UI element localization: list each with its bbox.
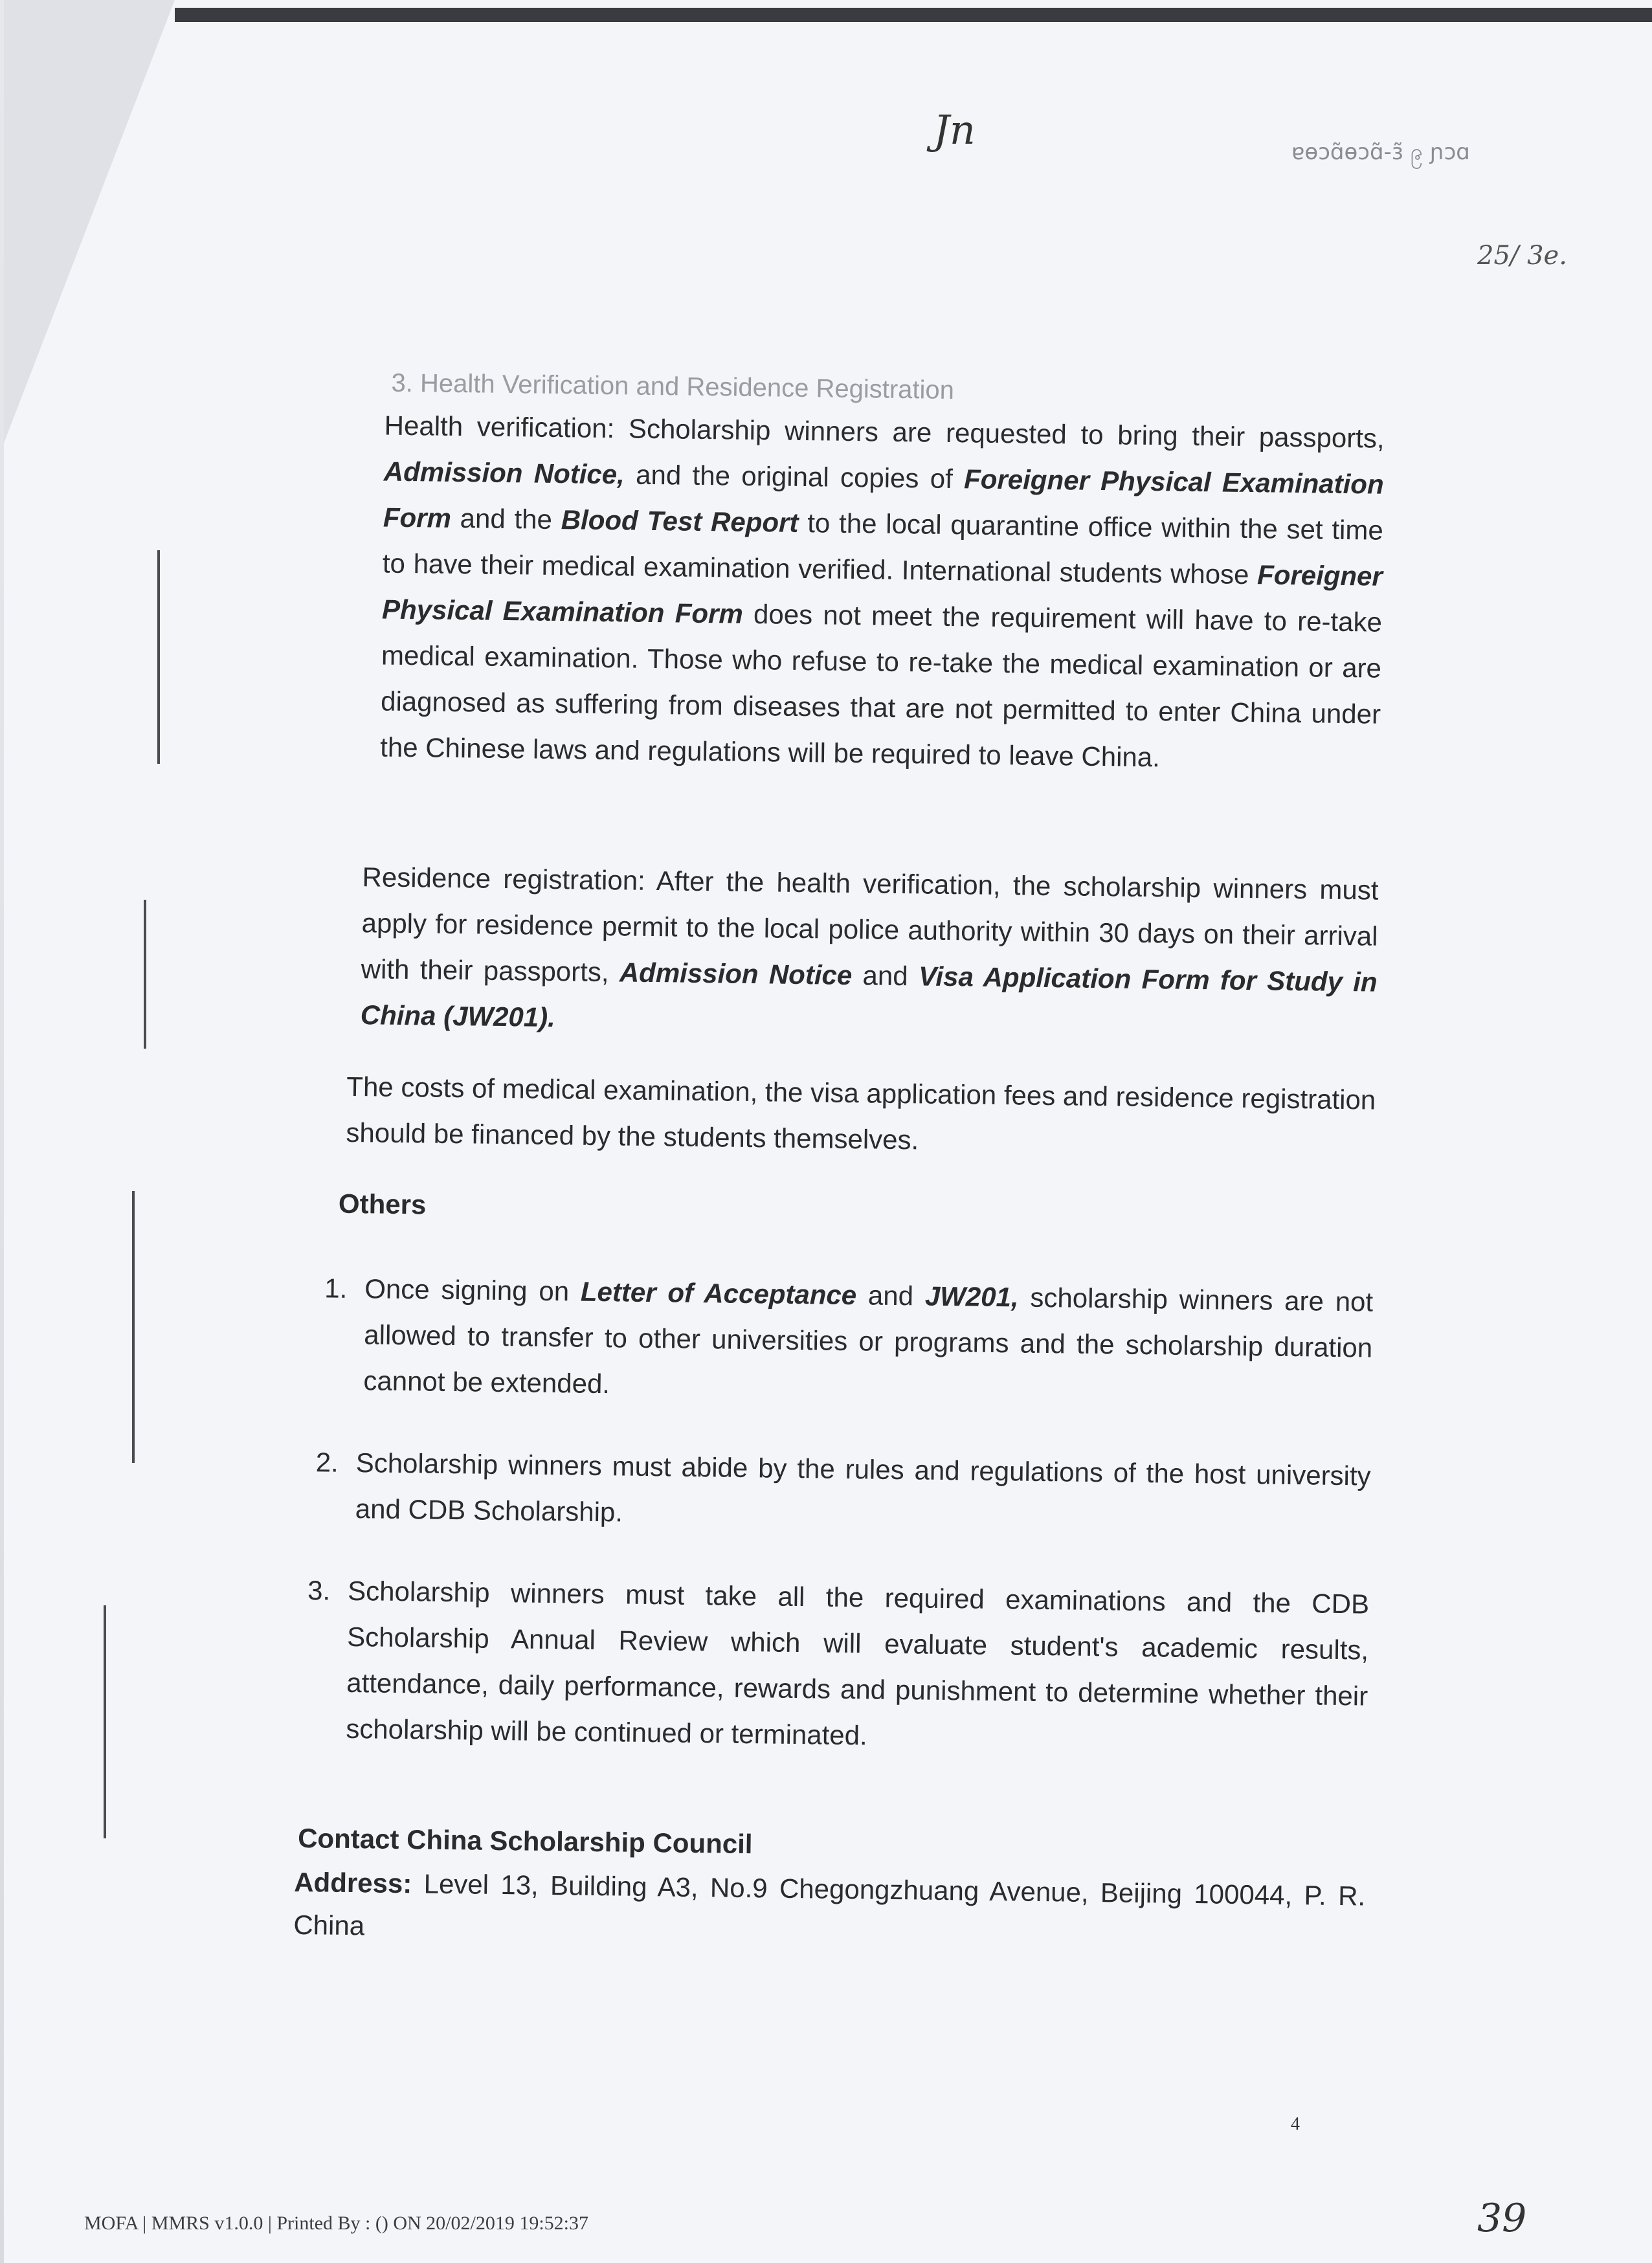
- contact-address: [293, 1861, 1366, 1961]
- handwritten-date: 25/ 3e.: [1477, 241, 1567, 271]
- list-text: Scholarship winners must take all the required examinations and the CDB Scholarship Annual Review which will evaluate student's academic results, attendance, daily performance, rewards and punishment to determine whether their scholarship will be continued or terminated.: [346, 1575, 1370, 1751]
- document-body: [290, 362, 1385, 1961]
- scan-shadow: [0, 0, 175, 453]
- text-run: scholarship winners are not allowed to transfer to other universities or programs and the scholarship duration cannot be extended.: [363, 1282, 1374, 1399]
- list-number: 1.: [324, 1273, 348, 1304]
- doc-name: Admission Notice: [619, 957, 853, 991]
- scan-margin-line: [132, 1191, 135, 1463]
- scan-fold: [0, 0, 4, 2263]
- text-run: to the local quarantine office within the set time to have their medical examination verified. International students whose: [382, 507, 1384, 590]
- others-heading: Others: [338, 1188, 427, 1220]
- page-number: 4: [1291, 2114, 1300, 2134]
- section-heading: 3. Health Verification and Residence Registration: [391, 368, 955, 405]
- scan-margin-line: [104, 1605, 106, 1838]
- doc-name: Admission Notice,: [383, 456, 625, 490]
- others-list: [307, 1265, 1374, 1765]
- text-run: Residence registration: After the health verification, the scholarship winners must apply for residence permit to the local police authority within 30 days on their arrival with their passports,: [361, 862, 1379, 988]
- address-text: Level 13, Building A3, No.9 Chegongzhuang Avenue, Beijing 100044, P. R. China: [293, 1868, 1366, 1941]
- text-run: Health verification: Scholarship winners are requested to bring their passports,: [384, 410, 1385, 454]
- list-item: [306, 1567, 1370, 1765]
- doc-name: Blood Test Report: [561, 504, 799, 538]
- text-run: does not meet the requirement will have to re-take medical examination. Those who refuse to re-take the medical examination or are diagnosed as suffering from diseases that are not permitted to enter China under the Chinese laws and regulations will be required to leave China.: [379, 598, 1383, 773]
- list-text: Scholarship winners must abide by the rules and regulations of the host university and CDB Scholarship.: [355, 1447, 1371, 1528]
- scan-margin-line: [144, 900, 146, 1049]
- costs-paragraph: The costs of medical examination, the visa application fees and residence registration should be financed by the students themselves.: [346, 1071, 1376, 1155]
- text-run: and: [856, 1280, 926, 1311]
- list-item: [323, 1265, 1374, 1416]
- residence-registration-paragraph: [360, 854, 1379, 1051]
- text-run: Once signing on: [364, 1273, 581, 1307]
- contact-heading: Contact China Scholarship Council: [297, 1822, 753, 1860]
- text-run: and the: [451, 502, 562, 535]
- handwritten-note: ɐɵɔɑ̃ɵɔɑ̃-ɜ̃ ၉ ɲɔɑ: [1291, 139, 1470, 165]
- doc-name: Foreigner Physical Examination Form: [383, 463, 1384, 533]
- print-footer: MOFA | MMRS v1.0.0 | Printed By : () ON 20/02/2019 19:52:37: [84, 2213, 589, 2234]
- text-run: and the original copies of: [624, 459, 965, 495]
- doc-name: Foreigner Physical Examination Form: [381, 559, 1383, 629]
- doc-name: JW201,: [924, 1280, 1019, 1313]
- list-item: [315, 1439, 1371, 1544]
- list-number: 3.: [307, 1575, 331, 1606]
- text-run: and: [851, 960, 919, 992]
- doc-name: Visa Application Form for Study in China (JW201).: [360, 961, 1378, 1033]
- scan-top-edge: [175, 8, 1652, 22]
- handwritten-initials: Jn: [933, 106, 976, 153]
- list-text: [363, 1265, 1374, 1416]
- scan-margin-line: [157, 550, 160, 764]
- handwritten-page-mark: 39: [1477, 2196, 1527, 2241]
- doc-name: Letter of Acceptance: [580, 1276, 857, 1311]
- health-verification-paragraph: [380, 403, 1385, 783]
- list-number: 2.: [315, 1447, 339, 1478]
- address-label: Address:: [293, 1866, 412, 1899]
